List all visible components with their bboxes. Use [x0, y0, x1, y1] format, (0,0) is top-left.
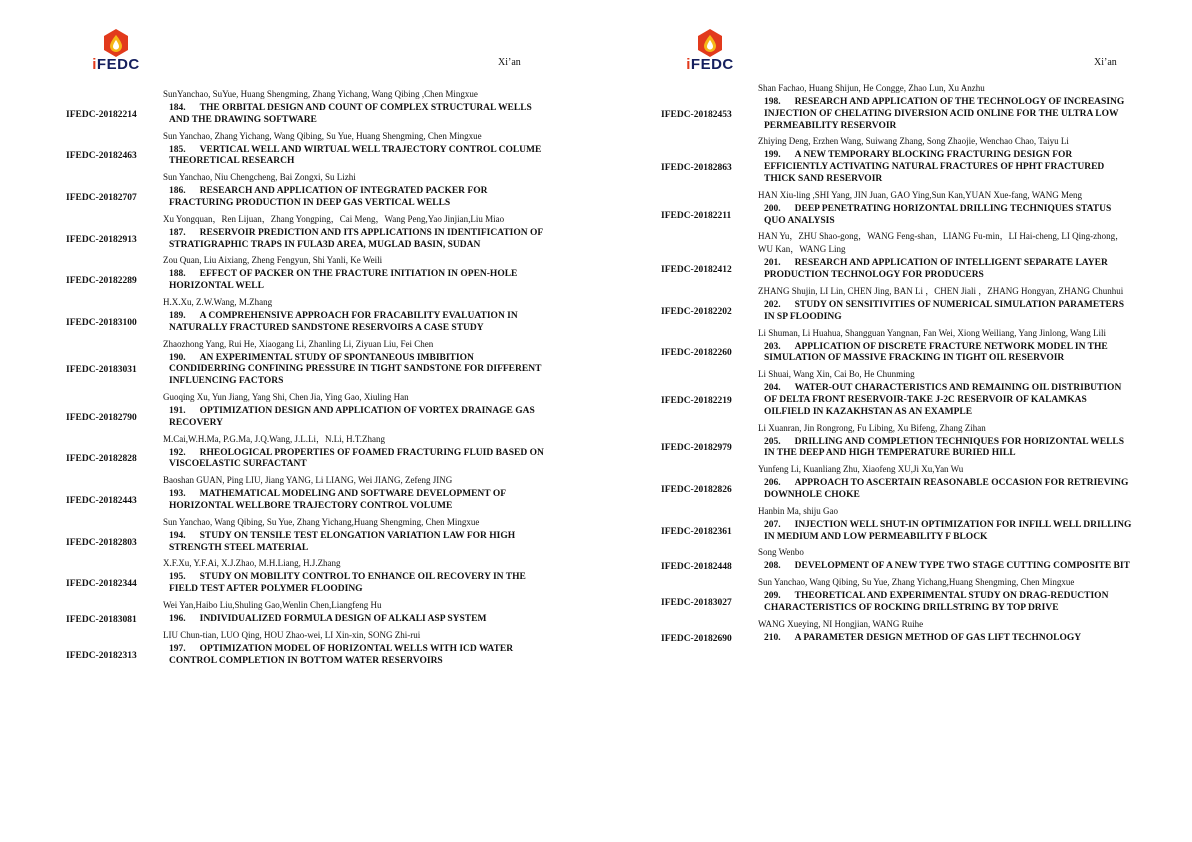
paper-number: 200.: [764, 203, 781, 214]
paper-title: [764, 258, 1135, 282]
paper-number: 190.: [169, 352, 186, 363]
paper-title: [169, 531, 546, 555]
oil-drop-icon: [101, 28, 131, 58]
paper-authors: HAN Xiu-ling ,SHI Yang, JIN Juan, GAO Ying,Sun Kan,YUAN Xue-fang, WANG Meng: [758, 189, 1082, 200]
paper-title: [764, 437, 1135, 461]
paper-id: IFEDC-20182863: [661, 163, 732, 174]
paper-title-text: DEEP PENETRATING HORIZONTAL DRILLING TECHNIQUES STATUS QUO ANALYSIS: [764, 203, 1112, 226]
paper-number: 195.: [169, 572, 186, 583]
paper-title-text: APPROACH TO ASCERTAIN REASONABLE OCCASION FOR RETRIEVING DOWNHOLE CHOKE: [764, 478, 1129, 500]
paper-title-text: RESEARCH AND APPLICATION OF THE TECHNOLOGY OF INCREASING INJECTION OF CHELATING DIVERSION ACID ONLINE FOR THE ULTRA LOW PERMEABILITY RESERVOIR: [764, 97, 1125, 131]
paper-entry: [661, 437, 1135, 461]
paper-list: [661, 82, 1135, 648]
paper-id: IFEDC-20182214: [66, 109, 137, 120]
paper-title-text: A NEW TEMPORARY BLOCKING FRACTURING DESIGN FOR EFFICIENTLY ACTIVATING NATURAL FRACTURES OF HPHT FRACTURED THICK SAND RESERVOIR: [764, 150, 1105, 184]
paper-authors: Sun Yanchao, Wang Qibing, Su Yue, Zhang Yichang,Huang Shengming, Chen Mingxue: [163, 516, 480, 527]
paper-entry: [661, 591, 1135, 615]
paper-title: [169, 644, 546, 668]
paper-number: 192.: [169, 447, 186, 458]
paper-title: [764, 150, 1135, 185]
paper-number: 191.: [169, 405, 186, 416]
paper-authors: HAN Yu，ZHU Shao-gong，WANG Feng-shan，LIANG Fu-min，LI Hai-cheng, LI Qing-zhong，WU Kan，WANG Ling: [758, 231, 1125, 255]
paper-title: [169, 186, 546, 210]
paper-title-text: RESERVOIR PREDICTION AND ITS APPLICATIONS IN IDENTIFICATION OF STRATIGRAPHIC TRAPS IN FULA3D AREA, MUGLAD BASIN, SUDAN: [169, 227, 543, 250]
paper-number: 206.: [764, 478, 781, 489]
paper-number: 205.: [764, 436, 781, 447]
paper-title-text: EFFECT OF PACKER ON THE FRACTURE INITIATION IN OPEN-HOLE HORIZONTAL WELL: [169, 269, 518, 292]
paper-authors: H.X.Xu, Z.W.Wang, M.Zhang: [163, 296, 273, 307]
paper-list: [66, 88, 546, 670]
paper-id: IFEDC-20182211: [661, 210, 732, 221]
paper-authors: Li Shuai, Wang Xin, Cai Bo, He Chunming: [758, 369, 915, 380]
paper-entry: [66, 145, 546, 169]
paper-authors: Zhaozhong Yang, Rui He, Xiaogang Li, Zhanling Li, Ziyuan Liu, Fei Chen: [163, 338, 434, 349]
paper-title: [764, 520, 1135, 544]
paper-number: 208.: [764, 561, 781, 572]
paper-title-text: WATER-OUT CHARACTERISTICS AND REMAINING OIL DISTRIBUTION OF DELTA FRONT RESERVOIR-TAKE J-2C RESERVOIR OF KALAMKAS OILFIELD IN KAZAKHSTAN AS AN EXAMPLE: [764, 383, 1122, 417]
paper-entry: [661, 150, 1135, 185]
paper-entry: [661, 633, 1135, 645]
paper-id: IFEDC-20183027: [661, 597, 732, 608]
paper-entry: [66, 644, 546, 668]
paper-authors: WANG Xueying, NI Hongjian, WANG Ruihe: [758, 618, 924, 629]
paper-authors: Sun Yanchao, Wang Qibing, Su Yue, Zhang Yichang,Huang Shengming, Chen Mingxue: [758, 577, 1075, 588]
paper-number: 193.: [169, 489, 186, 500]
paper-id: IFEDC-20182790: [66, 412, 137, 423]
paper-number: 198.: [764, 97, 781, 107]
paper-title: [764, 383, 1135, 418]
paper-entry: [66, 448, 546, 472]
paper-title-text: RHEOLOGICAL PROPERTIES OF FOAMED FRACTURING FLUID BASED ON VISCOELASTIC SURFACTANT: [169, 447, 544, 470]
paper-entry: [66, 572, 546, 596]
paper-authors: Zhiying Deng, Erzhen Wang, Suiwang Zhang, Song Zhaojie, Wenchao Chao, Taiyu Li: [758, 136, 1069, 147]
paper-number: 194.: [169, 530, 186, 541]
paper-id: IFEDC-20182826: [661, 484, 732, 495]
paper-title: [764, 97, 1135, 132]
paper-entry: [66, 614, 546, 626]
ifedc-logo: [86, 28, 146, 78]
paper-entry: [661, 520, 1135, 544]
paper-number: 202.: [764, 299, 781, 310]
paper-entry: [661, 97, 1135, 132]
paper-id: IFEDC-20182443: [66, 495, 137, 506]
paper-id: IFEDC-20182828: [66, 454, 137, 465]
paper-entry: [66, 186, 546, 210]
paper-title-text: THEORETICAL AND EXPERIMENTAL STUDY ON DRAG-REDUCTION CHARACTERISTICS OF ROCKING DRILLSTRING BY TOP DRIVE: [764, 591, 1109, 613]
paper-title: [169, 103, 546, 127]
paper-title: [764, 561, 1135, 573]
paper-title-text: A COMPREHENSIVE APPROACH FOR FRACABILITY EVALUATION IN NATURALLY FRACTURED SANDSTONE RESERVOIRS A CASE STUDY: [169, 310, 518, 333]
paper-title-text: DEVELOPMENT OF A NEW TYPE TWO STAGE CUTTING COMPOSITE BIT: [794, 561, 1130, 572]
paper-title: [169, 448, 546, 472]
paper-title-text: AN EXPERIMENTAL STUDY OF SPONTANEOUS IMBIBITION CONDIDERRING CONFINING PRESSURE IN TIGHT SANDSTONE FOR DIFFERENT INFLUENCING FACTORS: [169, 352, 542, 387]
paper-number: 201.: [764, 258, 781, 269]
paper-title: [764, 204, 1135, 228]
paper-title: [169, 572, 546, 596]
paper-authors: X.F.Xu, Y.F.Ai, X.J.Zhao, M.H.Liang, H.J.Zhang: [163, 558, 341, 569]
paper-title-text: DRILLING AND COMPLETION TECHNIQUES FOR HORIZONTAL WELLS IN THE DEEP AND HIGH TEMPERATURE BURIED HILL: [764, 436, 1125, 459]
paper-id: IFEDC-20182313: [66, 650, 137, 661]
paper-authors: Yunfeng Li, Kuanliang Zhu, Xiaofeng XU,Ji Xu,Yan Wu: [758, 464, 964, 475]
paper-title: [764, 342, 1135, 366]
paper-authors: Li Xuanran, Jin Rongrong, Fu Libing, Xu Bifeng, Zhang Zihan: [758, 422, 986, 433]
paper-number: 189.: [169, 310, 186, 321]
paper-id: IFEDC-20182219: [661, 395, 732, 406]
paper-title-text: RESEARCH AND APPLICATION OF INTEGRATED PACKER FOR FRACTURING PRODUCTION IN DEEP GAS VERTICAL WELLS: [169, 186, 488, 208]
paper-id: IFEDC-20182344: [66, 579, 137, 590]
paper-id: IFEDC-20182690: [661, 633, 732, 644]
paper-entry: [66, 406, 546, 430]
paper-id: IFEDC-20182412: [661, 265, 732, 276]
paper-authors: Zou Quan, Liu Aixiang, Zheng Fengyun, Shi Yanli, Ke Weili: [163, 255, 383, 266]
paper-title-text: OPTIMIZATION DESIGN AND APPLICATION OF VORTEX DRAINAGE GAS RECOVERY: [169, 405, 535, 428]
paper-authors: Sun Yanchao, Zhang Yichang, Wang Qibing, Su Yue, Huang Shengming, Chen Mingxue: [163, 130, 482, 141]
paper-id: IFEDC-20182361: [661, 526, 732, 537]
paper-number: 188.: [169, 269, 186, 280]
paper-id: IFEDC-20182202: [661, 306, 732, 317]
paper-title: [764, 300, 1135, 324]
paper-title-text: INDIVIDUALIZED FORMULA DESIGN OF ALKALI ASP SYSTEM: [199, 613, 487, 624]
paper-number: 187.: [169, 227, 186, 238]
paper-id: IFEDC-20182453: [661, 109, 732, 120]
paper-title: [169, 311, 546, 335]
paper-entry: [66, 103, 546, 127]
paper-title: [764, 478, 1135, 502]
paper-entry: [661, 342, 1135, 366]
logo-wordmark: iFEDC: [92, 56, 140, 73]
paper-id: IFEDC-20182979: [661, 443, 732, 454]
logo-wordmark: iFEDC: [686, 56, 734, 73]
paper-authors: LIU Chun-tian, LUO Qing, HOU Zhao-wei, LI Xin-xin, SONG Zhi-rui: [163, 629, 421, 640]
lead-authors: Shan Fachao, Huang Shijun, He Congge, Zhao Lun, Xu Anzhu: [758, 83, 985, 93]
paper-entry: [66, 228, 546, 252]
paper-authors: ZHANG Shujin, LI Lin, CHEN Jing, BAN Li ，CHEN Jiali ，ZHANG Hongyan, ZHANG Chunhui: [758, 285, 1124, 296]
right-page: [596, 0, 1192, 842]
paper-number: 196.: [169, 613, 186, 624]
paper-title-text: APPLICATION OF DISCRETE FRACTURE NETWORK MODEL IN THE SIMULATION OF MASSIVE FRACKING IN TIGHT OIL RESERVOIR: [764, 341, 1108, 364]
paper-id: IFEDC-20183081: [66, 614, 137, 625]
header-city: Xi’an: [498, 57, 521, 68]
paper-title-text: INJECTION WELL SHUT-IN OPTIMIZATION FOR INFILL WELL DRILLING IN MEDIUM AND LOW PERMEABILITY F BLOCK: [764, 519, 1132, 542]
paper-authors: Li Shuman, Li Huahua, Shangguan Yangnan, Fan Wei, Xiong Weiliang, Yang Jinlong, Wang Lili: [758, 327, 1107, 338]
paper-authors: Sun Yanchao, Niu Chengcheng, Bai Zongxi, Su Lizhi: [163, 172, 356, 183]
paper-id: IFEDC-20182463: [66, 151, 137, 162]
paper-id: IFEDC-20182289: [66, 276, 137, 287]
paper-entry: [661, 300, 1135, 324]
paper-id: IFEDC-20183100: [66, 317, 137, 328]
paper-title-text: RESEARCH AND APPLICATION OF INTELLIGENT SEPARATE LAYER PRODUCTION TECHNOLOGY FOR PRODUCERS: [764, 258, 1108, 281]
paper-entry: [66, 311, 546, 335]
paper-title: [169, 228, 546, 252]
paper-title-text: A PARAMETER DESIGN METHOD OF GAS LIFT TECHNOLOGY: [794, 632, 1082, 643]
paper-authors: Xu Yongquan，Ren Lijuan，Zhang Yongping，Cai Meng，Wang Peng,Yao Jinjian,Liu Miao: [163, 213, 505, 224]
paper-entry: [661, 258, 1135, 282]
ifedc-logo: [680, 28, 740, 78]
paper-number: 184.: [169, 103, 186, 113]
paper-authors: Song Wenbo: [758, 547, 804, 558]
paper-number: 199.: [764, 150, 781, 161]
lead-authors: SunYanchao, SuYue, Huang Shengming, Zhang Yichang, Wang Qibing ,Chen Mingxue: [163, 89, 478, 99]
paper-entry: [661, 383, 1135, 418]
paper-title: [169, 406, 546, 430]
paper-authors: Baoshan GUAN, Ping LIU, Jiang YANG, Li LIANG, Wei JIANG, Zefeng JING: [163, 475, 453, 486]
paper-title: [764, 591, 1135, 615]
paper-entry: [66, 489, 546, 513]
paper-title-text: STUDY ON SENSITIVITIES OF NUMERICAL SIMULATION PARAMETERS IN SP FLOODING: [764, 299, 1125, 322]
paper-id: IFEDC-20182448: [661, 562, 732, 573]
paper-title-text: VERTICAL WELL AND WIRTUAL WELL TRAJECTORY CONTROL COLUME THEORETICAL RESEARCH: [169, 144, 542, 167]
paper-title-text: THE ORBITAL DESIGN AND COUNT OF COMPLEX STRUCTURAL WELLS AND THE DRAWING SOFTWARE: [169, 103, 532, 125]
paper-title-text: STUDY ON TENSILE TEST ELONGATION VARIATION LAW FOR HIGH STRENGTH STEEL MATERIAL: [169, 530, 516, 553]
paper-entry: [66, 269, 546, 293]
paper-id: IFEDC-20182707: [66, 192, 137, 203]
paper-number: 203.: [764, 341, 781, 352]
paper-title: [169, 269, 546, 293]
paper-number: 209.: [764, 591, 781, 602]
paper-title: [169, 489, 546, 513]
paper-id: IFEDC-20183031: [66, 365, 137, 376]
paper-title: [169, 145, 546, 169]
paper-title: [764, 633, 1135, 645]
paper-id: IFEDC-20182913: [66, 234, 137, 245]
paper-entry: [661, 478, 1135, 502]
oil-drop-icon: [695, 28, 725, 58]
paper-number: 204.: [764, 383, 781, 394]
paper-entry: [66, 353, 546, 388]
paper-id: IFEDC-20182260: [661, 348, 732, 359]
paper-title-text: MATHEMATICAL MODELING AND SOFTWARE DEVELOPMENT OF HORIZONTAL WELLBORE TRAJECTORY CONTROL VOLUME: [169, 489, 506, 511]
paper-number: 185.: [169, 144, 186, 155]
paper-title-text: OPTIMIZATION MODEL OF HORIZONTAL WELLS WITH ICD WATER CONTROL COMPLETION IN BOTTOM WATER RESERVOIRS: [169, 643, 514, 666]
paper-entry: [661, 561, 1135, 573]
paper-authors: Guoqing Xu, Yun Jiang, Yang Shi, Chen Jia, Ying Gao, Xiuling Han: [163, 391, 409, 402]
paper-number: 210.: [764, 632, 781, 643]
paper-entry: [661, 204, 1135, 228]
paper-authors: Hanbin Ma, shiju Gao: [758, 505, 838, 516]
paper-title-text: STUDY ON MOBILITY CONTROL TO ENHANCE OIL RECOVERY IN THE FIELD TEST AFTER POLYMER FLOODING: [169, 572, 526, 595]
paper-authors: Wei Yan,Haibo Liu,Shuling Gao,Wenlin Chen,Liangfeng Hu: [163, 599, 382, 610]
paper-number: 186.: [169, 186, 186, 197]
paper-number: 207.: [764, 519, 781, 530]
paper-title: [169, 353, 546, 388]
paper-number: 197.: [169, 643, 186, 654]
paper-entry: [66, 531, 546, 555]
paper-title: [169, 614, 546, 626]
paper-id: IFEDC-20182803: [66, 537, 137, 548]
paper-authors: M.Cai,W.H.Ma, P.G.Ma, J.Q.Wang, J.L.Li，N.Li, H.T.Zhang: [163, 433, 386, 444]
header-city: Xi’an: [1094, 57, 1117, 68]
